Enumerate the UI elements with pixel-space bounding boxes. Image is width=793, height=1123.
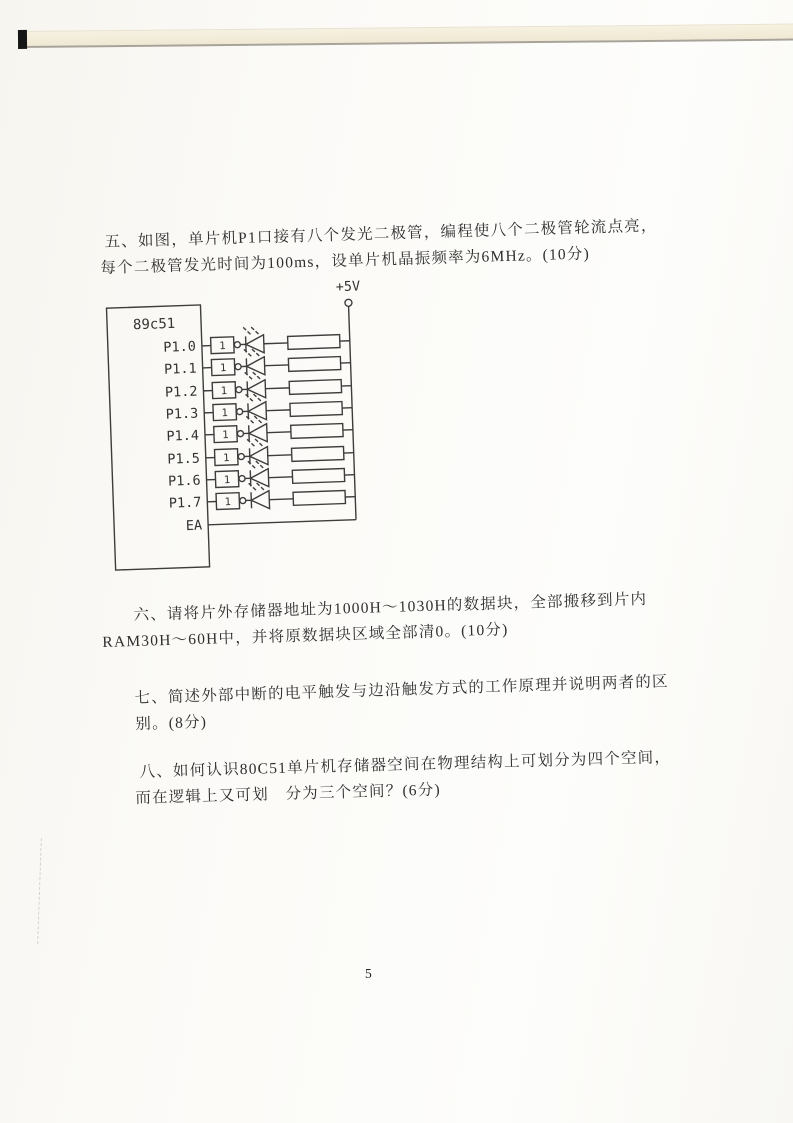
inverter-label: 1 bbox=[220, 385, 228, 398]
led-triangle bbox=[251, 491, 270, 510]
inverter-label: 1 bbox=[222, 429, 229, 442]
question-6-line-1: 六、请将片外存储器地址为1000H～1030H的数据块，全部搬移到片内 bbox=[133, 590, 648, 624]
led-circuit-diagram bbox=[90, 272, 411, 595]
supply-terminal bbox=[345, 299, 352, 306]
resistor bbox=[291, 424, 343, 439]
led-light-ray bbox=[245, 415, 253, 423]
question-6-line-2: RAM30H～60H中，并将原数据块区域全部清0。(10分) bbox=[102, 621, 509, 651]
question-8 bbox=[134, 745, 672, 812]
inverter-bubble bbox=[235, 364, 241, 370]
question-6 bbox=[101, 587, 648, 656]
led-triangle bbox=[246, 357, 265, 376]
led-light-ray bbox=[246, 438, 254, 446]
led-light-ray bbox=[244, 371, 252, 379]
resistor bbox=[293, 491, 345, 506]
wire bbox=[265, 365, 289, 366]
inverter-bubble bbox=[234, 342, 240, 348]
led-triangle bbox=[246, 335, 265, 354]
question-8-line-1: 八、如何认识80C51单片机存储器空间在物理结构上可划分为四个空间， bbox=[139, 749, 672, 781]
inverter-bubble bbox=[239, 475, 245, 481]
led-triangle bbox=[249, 424, 268, 443]
led-triangle bbox=[248, 402, 267, 421]
inverter-bubble bbox=[238, 454, 244, 460]
inverter-label: 1 bbox=[219, 340, 226, 353]
wire bbox=[267, 432, 291, 433]
inverter-bubble bbox=[240, 497, 246, 503]
wire bbox=[264, 343, 288, 344]
circuit-rows bbox=[163, 323, 356, 512]
led-triangle bbox=[247, 380, 266, 399]
led-light-ray bbox=[242, 326, 250, 334]
supply-rail bbox=[349, 306, 356, 519]
resistor bbox=[290, 402, 342, 417]
led-light-ray bbox=[243, 348, 251, 356]
led-triangle bbox=[249, 447, 268, 466]
question-7-line-2: 别。(8分) bbox=[135, 713, 208, 733]
pin-label: P1.2 bbox=[164, 383, 198, 401]
wire bbox=[265, 388, 289, 389]
question-7-line-1: 七、简述外部中断的电平触发与边沿触发方式的工作原理并说明两者的区 bbox=[134, 673, 669, 708]
pin-label: P1.7 bbox=[168, 494, 202, 512]
wire bbox=[269, 477, 293, 478]
scan-line-artifact bbox=[37, 838, 42, 944]
supply-voltage-label: +5V bbox=[335, 278, 361, 296]
circuit-svg bbox=[90, 272, 411, 595]
wire bbox=[266, 410, 290, 411]
chip-label: 89c51 bbox=[132, 315, 176, 334]
page-number: 5 bbox=[365, 966, 372, 981]
resistor bbox=[288, 335, 340, 350]
inverter-bubble bbox=[237, 409, 243, 415]
scan-corner-mark bbox=[18, 30, 27, 49]
inverter-label: 1 bbox=[224, 495, 232, 509]
led-triangle bbox=[250, 469, 269, 488]
pin-label: P1.6 bbox=[167, 472, 201, 490]
pin-label: P1.3 bbox=[165, 405, 199, 423]
led-light-ray bbox=[248, 482, 256, 490]
resistor bbox=[292, 469, 344, 484]
pin-label: P1.1 bbox=[163, 360, 197, 378]
wire bbox=[269, 499, 293, 500]
question-5-line-1: 五、如图，单片机P1口接有八个发光二极管，编程使八个二极管轮流点亮， bbox=[104, 217, 658, 251]
question-8-line-2: 而在逻辑上又可划 分为三个空间？(6分) bbox=[135, 781, 442, 807]
inverter-label: 1 bbox=[223, 474, 231, 487]
pin-label: P1.0 bbox=[163, 338, 197, 356]
resistor bbox=[288, 357, 340, 372]
question-5-line-2: 每个二极管发光时间为100ms，设单片机晶振频率为6MHz。(10分) bbox=[100, 245, 591, 277]
pin-label: P1.5 bbox=[167, 450, 201, 468]
wire bbox=[268, 455, 292, 456]
inverter-bubble bbox=[236, 387, 242, 393]
scan-edge-artifact bbox=[18, 24, 793, 48]
inverter-label: 1 bbox=[222, 452, 230, 465]
resistor bbox=[289, 380, 341, 395]
resistor bbox=[292, 447, 344, 462]
pin-label-ea: EA bbox=[185, 517, 203, 535]
inverter-label: 1 bbox=[219, 362, 227, 375]
question-7 bbox=[134, 669, 670, 738]
led-light-ray bbox=[245, 393, 253, 401]
led-light-ray bbox=[250, 326, 258, 334]
ea-wire bbox=[208, 520, 356, 525]
inverter-bubble bbox=[237, 431, 243, 437]
pin-label: P1.4 bbox=[166, 427, 200, 445]
inverter-label: 1 bbox=[221, 407, 229, 420]
led-light-ray bbox=[247, 460, 255, 468]
circuit-row-p1-0 bbox=[163, 323, 350, 356]
